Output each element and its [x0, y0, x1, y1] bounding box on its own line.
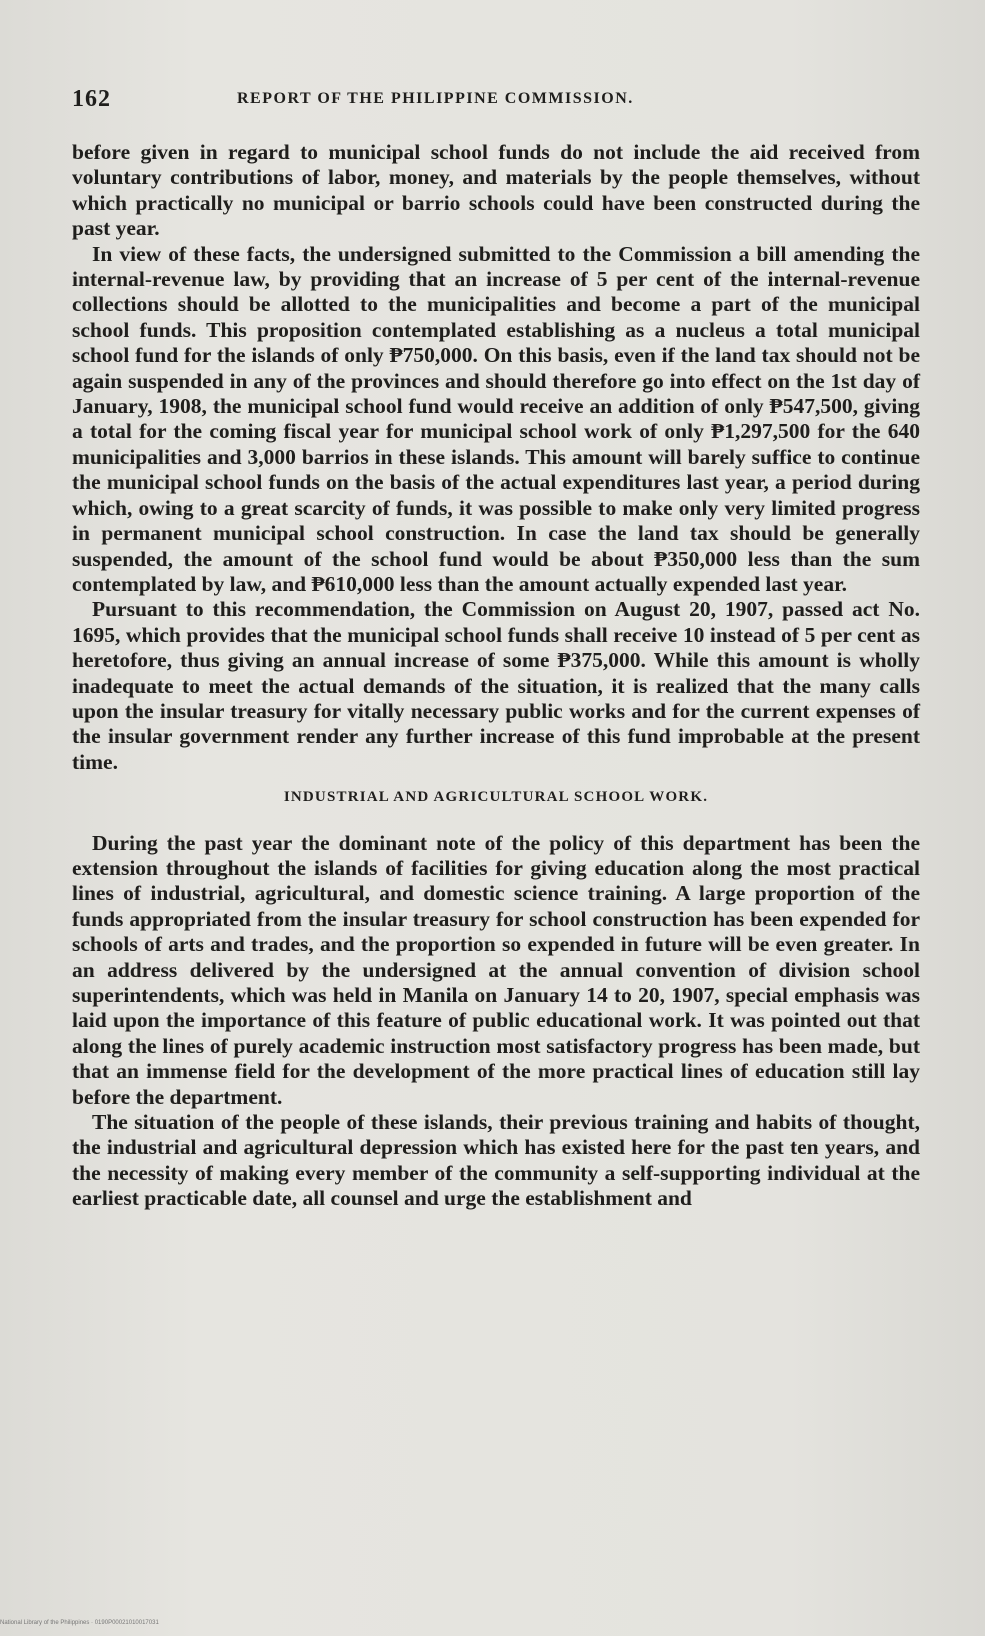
paragraph-2: In view of these facts, the undersigned submitted to the Commission a bill amending the internal-revenue law, by providing that an increase of 5 per cent of the internal-revenue collections should be allotted to the municipalities and become a part of the municipal school funds. This proposition contemplated establishing as a nucleus a total municipal school fund for the islands of only ₱750,000. On this basis, even if the land tax should not be again suspended in any of the provinces and should therefore go into effect on the 1st day of January, 1908, the municipal school fund would receive an addition of only ₱547,500, giving a total for the coming fiscal year for municipal school work of only ₱1,297,500 for the 640 municipalities and 3,000 barrios in these islands. This amount will barely suffice to continue the municipal school funds on the basis of the actual expenditures last year, a period during which, owing to a great scarcity of funds, it was possible to make only very limited progress in permanent municipal school construction. In case the land tax should be generally suspended, the amount of the school fund would be about ₱350,000 less than the sum contemplated by law, and ₱610,000 less than the amount actually expended last year. — [72, 241, 920, 596]
page-header — [72, 86, 912, 122]
archive-note: National Library of the Philippines · 0190P00021010017031 — [0, 1620, 159, 1626]
paragraph-5: The situation of the people of these islands, their previous training and habits of thought, the industrial and agricultural depression which has existed here for the past ten years, and the necessity of making every member of the community a self-supporting individual at the earliest practicable date, all counsel and urge the establishment and — [72, 1110, 920, 1211]
paragraph-4: During the past year the dominant note of the policy of this department has been the extension throughout the islands of facilities for giving education along the most practical lines of industrial, agricultural, and domestic science training. A large proportion of the funds appropriated from the insular treasury for school construction has been expended for schools of arts and trades, and the proportion so expended in future will be even greater. In an address delivered by the undersigned at the annual convention of division school superintendents, which was held in Manila on January 14 to 20, 1907, special emphasis was laid upon the importance of this feature of public educational work. It was pointed out that along the lines of purely academic instruction most satisfactory progress has been made, but that an immense field for the development of the more practical lines of education still lay before the department. — [72, 830, 920, 1109]
section-heading: INDUSTRIAL AND AGRICULTURAL SCHOOL WORK. — [283, 789, 709, 806]
running-head: REPORT OF THE PHILIPPINE COMMISSION. — [237, 90, 634, 107]
paragraph-3: Pursuant to this recommendation, the Commission on August 20, 1907, passed act No. 1695, which provides that the municipal school funds shall receive 10 instead of 5 per cent as heretofore, thus giving an annual increase of some ₱375,000. While this amount is wholly inadequate to meet the actual demands of the situation, it is realized that the many calls upon the insular treasury for vitally necessary public works and for the current expenses of the insular government render any further increase of this fund improbable at the present time. — [72, 597, 920, 774]
paragraph-1: before given in regard to municipal school funds do not include the aid received from voluntary contributions of labor, money, and materials by the people themselves, without which practically no municipal or barrio schools could have been constructed during the past year. — [72, 140, 920, 241]
page-number: 162 — [72, 86, 111, 112]
report-body — [72, 140, 920, 1212]
